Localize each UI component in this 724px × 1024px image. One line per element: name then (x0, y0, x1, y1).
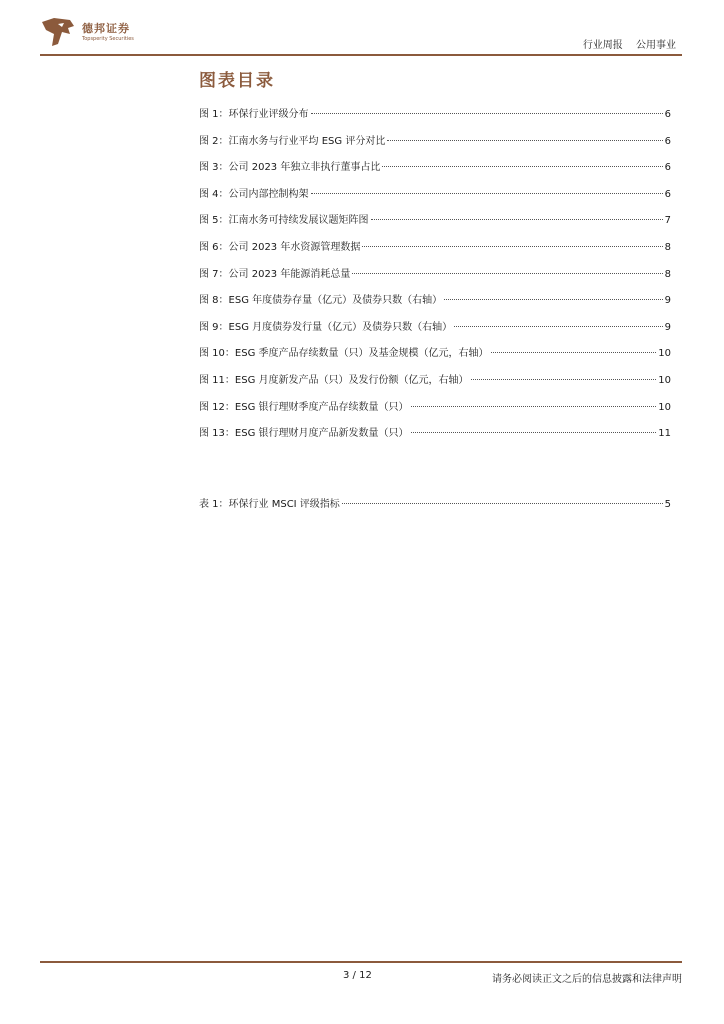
toc-entry-page: 9 (664, 321, 671, 333)
toc-leader (411, 406, 657, 407)
toc-entry-page: 6 (664, 135, 671, 147)
toc-entry-page: 10 (658, 401, 671, 413)
toc-entry[interactable] (199, 400, 671, 427)
toc-entry-label: 图 3：公司 2023 年独立非执行董事占比 (199, 162, 381, 174)
company-name-en: Topsperity Securities (82, 36, 134, 42)
toc-entry-label: 图 8：ESG 年度债券存量（亿元）及债券只数（右轴） (199, 295, 443, 307)
toc-entry[interactable] (199, 240, 671, 267)
figure-list (199, 107, 671, 453)
toc-entry-page: 6 (664, 162, 671, 174)
toc-entry-page: 10 (658, 348, 671, 360)
toc-entry-page: 8 (664, 241, 671, 253)
toc-entry[interactable] (199, 187, 671, 214)
toc-entry-label: 图 2：江南水务与行业平均 ESG 评分对比 (199, 135, 386, 147)
toc-entry[interactable] (199, 426, 671, 453)
table-list (199, 497, 671, 524)
toc-title: 图表目录 (199, 71, 275, 91)
toc-entry-page: 7 (664, 215, 671, 227)
toc-entry-label: 图 6：公司 2023 年水资源管理数据 (199, 241, 361, 253)
toc-entry-label: 图 5：江南水务可持续发展议题矩阵图 (199, 215, 369, 227)
toc-entry-page: 8 (664, 268, 671, 280)
toc-entry[interactable] (199, 373, 671, 400)
toc-entry-label: 图 9：ESG 月度债券发行量（亿元）及债券只数（右轴） (199, 321, 453, 333)
toc-entry-label: 图 7：公司 2023 年能源消耗总量 (199, 268, 351, 280)
toc-entry-label: 图 10：ESG 季度产品存续数量（只）及基金规模（亿元，右轴） (199, 348, 489, 360)
report-type: 行业周报 (582, 40, 623, 51)
toc-entry[interactable] (199, 497, 671, 524)
toc-entry[interactable] (199, 346, 671, 373)
toc-leader (382, 166, 662, 167)
toc-entry-label: 图 1：环保行业评级分布 (199, 109, 309, 120)
toc-entry-page: 6 (664, 109, 671, 120)
toc-leader (342, 503, 663, 504)
toc-entry-page: 5 (664, 499, 671, 510)
industry-label: 公用事业 (636, 40, 676, 51)
toc-entry-page: 10 (658, 374, 671, 386)
toc-entry[interactable] (199, 320, 671, 347)
header-meta (583, 36, 676, 51)
legal-disclaimer: 请务必阅读正文之后的信息披露和法律声明 (492, 974, 682, 985)
toc-leader (371, 219, 663, 220)
page-header (40, 14, 682, 56)
toc-leader (491, 352, 657, 353)
toc-entry-page: 11 (658, 428, 671, 440)
toc-entry[interactable] (199, 293, 671, 320)
company-logo (40, 16, 180, 50)
logo-icon (40, 16, 76, 48)
toc-leader (411, 432, 657, 433)
toc-entry[interactable] (199, 134, 671, 161)
toc-leader (311, 193, 663, 194)
toc-entry[interactable] (199, 160, 671, 187)
page-number: 3 / 12 (343, 970, 372, 981)
company-name-cn: 德邦证券 (82, 22, 130, 35)
toc-entry-page: 6 (664, 188, 671, 200)
header-divider (40, 54, 682, 56)
toc-leader (454, 326, 662, 327)
toc-entry-label: 图 12：ESG 银行理财季度产品存续数量（只） (199, 401, 409, 413)
toc-leader (352, 273, 662, 274)
toc-leader (444, 299, 662, 300)
toc-entry-label: 表 1：环保行业 MSCI 评级指标 (199, 499, 340, 510)
toc-leader (387, 140, 662, 141)
toc-leader (362, 246, 662, 247)
toc-entry[interactable] (199, 107, 671, 134)
toc-leader (311, 113, 663, 114)
footer-divider (40, 961, 682, 963)
toc-entry-page: 9 (664, 295, 671, 307)
toc-entry[interactable] (199, 267, 671, 294)
toc-entry[interactable] (199, 213, 671, 240)
toc-entry-label: 图 13：ESG 银行理财月度产品新发数量（只） (199, 428, 409, 440)
toc-leader (471, 379, 657, 380)
toc-entry-label: 图 11：ESG 月度新发产品（只）及发行份额（亿元，右轴） (199, 374, 469, 386)
toc-entry-label: 图 4：公司内部控制构架 (199, 188, 309, 200)
